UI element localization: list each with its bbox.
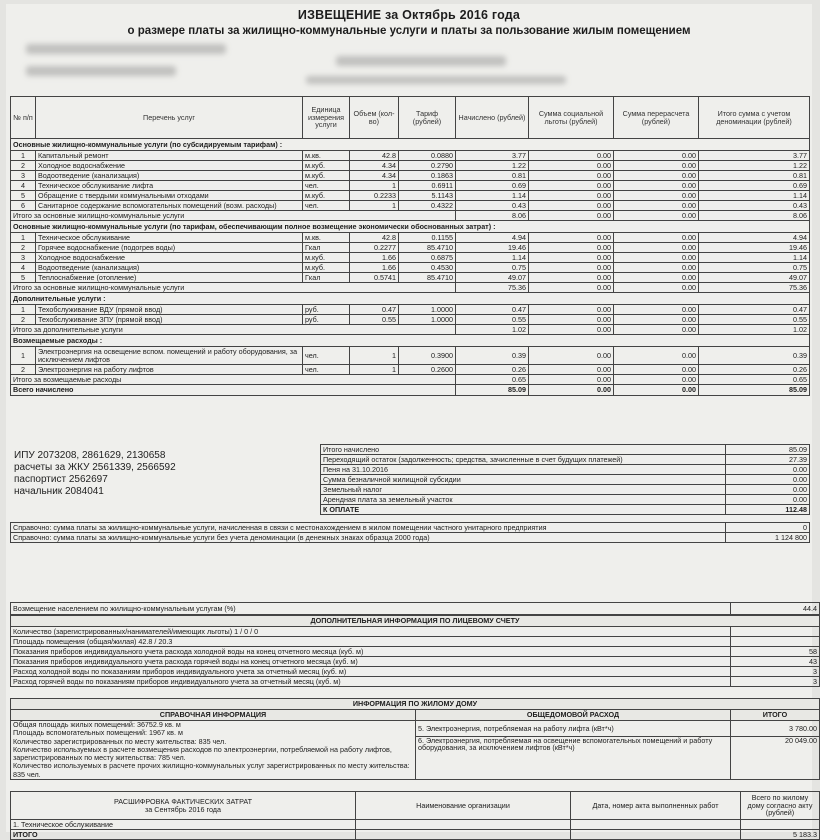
charge-row <box>11 171 810 181</box>
row-recalc: 0.00 <box>614 305 699 315</box>
row-recalc: 0.00 <box>614 347 699 365</box>
row-charged: 49.07 <box>456 273 529 283</box>
row-unit: чел. <box>303 365 350 375</box>
row-unit: руб. <box>303 305 350 315</box>
reference-notes <box>10 522 810 543</box>
row-charged: 3.77 <box>456 151 529 161</box>
redacted-address <box>26 44 226 54</box>
row-tariff: 0.4530 <box>399 263 456 273</box>
charge-row <box>11 151 810 161</box>
row-charged: 1.14 <box>456 253 529 263</box>
charge-row <box>11 181 810 191</box>
row-volume: 1.66 <box>350 263 399 273</box>
col-total: Итого сумма с учетом деноминации (рублей) <box>699 97 810 139</box>
costs-title-line: РАСШИФРОВКА ФАКТИЧЕСКИХ ЗАТРАТ <box>113 796 252 806</box>
charge-row <box>11 347 810 365</box>
row-num: 1 <box>11 347 36 365</box>
row-unit: чел. <box>303 347 350 365</box>
section-total-value: 0.00 <box>529 283 614 293</box>
row-service: Водоотведение (канализация) <box>36 171 303 181</box>
row-volume: 0.2277 <box>350 243 399 253</box>
row-tariff: 1.0000 <box>399 315 456 325</box>
col-recalc: Сумма перерасчета (рублей) <box>614 97 699 139</box>
col-service: Перечень услуг <box>36 97 303 139</box>
row-unit: м.кв. <box>303 151 350 161</box>
row-tariff: 0.0880 <box>399 151 456 161</box>
row-volume: 0.2233 <box>350 191 399 201</box>
row-tariff: 0.2600 <box>399 365 456 375</box>
house-ref-line: Количество используемых в расчете возмещения расходов по электроэнергии, потребляемой на работу лифтов, зарегистрированных по месту жительства: 785 чел. <box>13 744 392 763</box>
account-info-value: 3 <box>731 677 820 687</box>
costs-total-label: ИТОГО <box>11 830 356 840</box>
note-row <box>11 523 810 533</box>
refund-value: 44.4 <box>731 603 820 615</box>
grand-total-value: 85.09 <box>456 385 529 396</box>
costs-row-value <box>741 820 820 830</box>
house-ref-cell <box>11 721 416 780</box>
row-unit: м.куб. <box>303 191 350 201</box>
row-tariff: 0.2790 <box>399 161 456 171</box>
row-benefit: 0.00 <box>529 263 614 273</box>
row-num: 1 <box>11 233 36 243</box>
col-volume: Объем (кол-во) <box>350 97 399 139</box>
col-charged: Начислено (рублей) <box>456 97 529 139</box>
row-volume: 0.5741 <box>350 273 399 283</box>
row-service: Электроэнергия на освещение вспом. помещений и работу оборудования, за исключением лифтов <box>36 347 303 365</box>
redacted-details <box>306 76 566 84</box>
house-ref-line: Общая площадь жилых помещений: 36752.9 кв. м <box>13 720 181 729</box>
section-total-value: 1.02 <box>699 325 810 335</box>
row-total: 0.26 <box>699 365 810 375</box>
section-title: Основные жилищно-коммунальные услуги (по субсидируемым тарифам) : <box>11 139 810 151</box>
summary-row <box>321 505 810 515</box>
row-tariff: 5.1143 <box>399 191 456 201</box>
redacted-account <box>336 56 506 66</box>
house-info-table <box>10 698 820 780</box>
row-charged: 19.46 <box>456 243 529 253</box>
row-total: 0.55 <box>699 315 810 325</box>
row-tariff: 0.1863 <box>399 171 456 181</box>
grand-total-value: 85.09 <box>699 385 810 396</box>
row-recalc: 0.00 <box>614 365 699 375</box>
summary-value: 27.39 <box>726 455 810 465</box>
section-total-value: 1.02 <box>456 325 529 335</box>
row-unit: м.куб. <box>303 253 350 263</box>
charge-row <box>11 201 810 211</box>
row-service: Техническое обслуживание лифта <box>36 181 303 191</box>
summary-row <box>321 485 810 495</box>
section-total-value: 0.00 <box>614 283 699 293</box>
house-expense-row: 5. Электроэнергия, потребляемая на работу лифта (кВт*ч) <box>416 721 731 737</box>
row-num: 3 <box>11 253 36 263</box>
row-unit: м.куб. <box>303 263 350 273</box>
row-recalc: 0.00 <box>614 191 699 201</box>
row-charged: 4.94 <box>456 233 529 243</box>
costs-empty <box>571 830 741 840</box>
row-charged: 0.43 <box>456 201 529 211</box>
summary-value: 0.00 <box>726 485 810 495</box>
section-total-label: Итого за дополнительные услуги <box>11 325 456 335</box>
summary-label: Переходящий остаток (задолженность; средства, зачисленные в счет будущих платежей) <box>321 455 726 465</box>
row-benefit: 0.00 <box>529 365 614 375</box>
account-info-label: Площадь помещения (общая/жилая) 42.8 / 20.3 <box>11 637 731 647</box>
summary-row <box>321 495 810 505</box>
row-total: 1.22 <box>699 161 810 171</box>
row-benefit: 0.00 <box>529 347 614 365</box>
row-total: 19.46 <box>699 243 810 253</box>
charge-row <box>11 315 810 325</box>
row-num: 3 <box>11 171 36 181</box>
section-total-label: Итого за возмещаемые расходы <box>11 375 456 385</box>
account-info-value: 43 <box>731 657 820 667</box>
summary-table <box>320 444 810 515</box>
summary-row <box>321 455 810 465</box>
handwritten-line: начальник 2084041 <box>14 486 104 497</box>
summary-value: 0.00 <box>726 475 810 485</box>
grand-total-value: 0.00 <box>614 385 699 396</box>
summary-label: К ОПЛАТЕ <box>321 505 726 515</box>
house-expense-header: ОБЩЕДОМОВОЙ РАСХОД <box>416 710 731 721</box>
grand-total-value: 0.00 <box>529 385 614 396</box>
account-info-row <box>11 647 820 657</box>
row-total: 0.81 <box>699 171 810 181</box>
summary-label: Пеня на 31.10.2016 <box>321 465 726 475</box>
row-recalc: 0.00 <box>614 151 699 161</box>
row-volume: 4.34 <box>350 171 399 181</box>
row-unit: Гкал <box>303 243 350 253</box>
costs-empty <box>571 820 741 830</box>
section-total-row <box>11 283 810 293</box>
account-info-table <box>10 615 820 687</box>
row-num: 4 <box>11 181 36 191</box>
row-tariff: 0.6875 <box>399 253 456 263</box>
row-unit: Гкал <box>303 273 350 283</box>
row-charged: 1.14 <box>456 191 529 201</box>
row-service: Теплоснабжение (отопление) <box>36 273 303 283</box>
row-charged: 0.55 <box>456 315 529 325</box>
charge-row <box>11 243 810 253</box>
row-charged: 1.22 <box>456 161 529 171</box>
row-volume: 1 <box>350 347 399 365</box>
charge-row <box>11 233 810 243</box>
house-expense-value: 20 049.00 <box>731 736 820 779</box>
row-benefit: 0.00 <box>529 171 614 181</box>
row-tariff: 85.4710 <box>399 273 456 283</box>
charge-row <box>11 253 810 263</box>
row-service: Техобслуживание ВДУ (прямой ввод) <box>36 305 303 315</box>
summary-row <box>321 475 810 485</box>
house-ref-line: Количество зарегистрированных по месту жительства: 835 чел. <box>13 736 227 746</box>
row-total: 0.43 <box>699 201 810 211</box>
charge-row <box>11 365 810 375</box>
house-info-title: ИНФОРМАЦИЯ ПО ЖИЛОМУ ДОМУ <box>11 699 820 710</box>
costs-org-header: Наименование организации <box>356 792 571 820</box>
account-info-value <box>731 627 820 637</box>
section-total-value: 0.00 <box>529 325 614 335</box>
row-recalc: 0.00 <box>614 171 699 181</box>
section-total-value: 0.65 <box>699 375 810 385</box>
account-info-body <box>11 627 820 687</box>
row-charged: 0.69 <box>456 181 529 191</box>
row-unit: м.куб. <box>303 171 350 181</box>
summary-label: Сумма безналичной жилищной субсидии <box>321 475 726 485</box>
account-info-value: 3 <box>731 667 820 677</box>
row-charged: 0.47 <box>456 305 529 315</box>
section-total-value: 8.06 <box>699 211 810 221</box>
note-value: 0 <box>726 523 810 533</box>
row-num: 4 <box>11 263 36 273</box>
row-recalc: 0.00 <box>614 273 699 283</box>
account-info-row <box>11 677 820 687</box>
row-benefit: 0.00 <box>529 151 614 161</box>
row-recalc: 0.00 <box>614 161 699 171</box>
summary-label: Итого начислено <box>321 445 726 455</box>
row-benefit: 0.00 <box>529 191 614 201</box>
row-unit: руб. <box>303 315 350 325</box>
account-info-row <box>11 637 820 647</box>
row-tariff: 0.1155 <box>399 233 456 243</box>
summary-row <box>321 445 810 455</box>
summary-body <box>321 445 810 515</box>
section-total-value: 0.00 <box>529 375 614 385</box>
section-total-row <box>11 325 810 335</box>
row-total: 1.14 <box>699 253 810 263</box>
costs-row-label: 1. Техническое обслуживание <box>11 820 356 830</box>
account-info-title: ДОПОЛНИТЕЛЬНАЯ ИНФОРМАЦИЯ ПО ЛИЦЕВОМУ СЧЕТУ <box>11 616 820 627</box>
costs-title-line: за Сентябрь 2016 года <box>145 804 221 814</box>
row-service: Техническое обслуживание <box>36 233 303 243</box>
account-info-value <box>731 637 820 647</box>
summary-row <box>321 465 810 475</box>
section-total-label: Итого за основные жилищно-коммунальные услуги <box>11 283 456 293</box>
col-unit: Единица измерения услуги <box>303 97 350 139</box>
row-benefit: 0.00 <box>529 233 614 243</box>
grand-total-row <box>11 385 810 396</box>
handwritten-line: расчеты за ЖКУ 2561339, 2566592 <box>14 462 176 473</box>
section-total-value: 0.00 <box>614 211 699 221</box>
account-info-row <box>11 667 820 677</box>
row-service: Холодное водоснабжение <box>36 253 303 263</box>
row-volume: 1.66 <box>350 253 399 263</box>
charge-row <box>11 161 810 171</box>
row-volume: 42.8 <box>350 151 399 161</box>
row-benefit: 0.00 <box>529 305 614 315</box>
account-info-label: Количество (зарегистрированных/нанимателей/имеющих льготы) 1 / 0 / 0 <box>11 627 731 637</box>
row-tariff: 0.3900 <box>399 347 456 365</box>
row-tariff: 0.4322 <box>399 201 456 211</box>
row-total: 1.14 <box>699 191 810 201</box>
handwritten-line: паспортист 2562697 <box>14 474 108 485</box>
redacted-payer <box>26 66 176 76</box>
row-num: 5 <box>11 273 36 283</box>
row-num: 2 <box>11 315 36 325</box>
section-total-value: 0.00 <box>614 375 699 385</box>
section-total-value: 0.65 <box>456 375 529 385</box>
row-recalc: 0.00 <box>614 201 699 211</box>
row-volume: 1 <box>350 201 399 211</box>
handwritten-line: ИПУ 2073208, 2861629, 2130658 <box>14 450 166 461</box>
row-charged: 0.26 <box>456 365 529 375</box>
charges-body <box>11 139 810 396</box>
row-charged: 0.81 <box>456 171 529 181</box>
account-info-label: Расход горячей воды по показаниям приборов индивидуального учета за отчетный месяц (куб. м) <box>11 677 731 687</box>
costs-total-value: 5 183.3 <box>741 830 820 840</box>
row-service: Холодное водоснабжение <box>36 161 303 171</box>
charge-row <box>11 273 810 283</box>
summary-value: 85.09 <box>726 445 810 455</box>
row-benefit: 0.00 <box>529 161 614 171</box>
section-total-row <box>11 211 810 221</box>
row-volume: 1 <box>350 181 399 191</box>
refund-table <box>10 602 820 615</box>
house-ref-header: СПРАВОЧНАЯ ИНФОРМАЦИЯ <box>11 710 416 721</box>
charge-row <box>11 305 810 315</box>
row-benefit: 0.00 <box>529 181 614 191</box>
row-service: Капитальный ремонт <box>36 151 303 161</box>
row-num: 2 <box>11 161 36 171</box>
row-tariff: 0.6911 <box>399 181 456 191</box>
summary-label: Земельный налог <box>321 485 726 495</box>
row-benefit: 0.00 <box>529 315 614 325</box>
section-title: Дополнительные услуги : <box>11 293 810 305</box>
charges-table <box>10 96 810 396</box>
house-expense-value: 3 780.00 <box>731 721 820 737</box>
row-recalc: 0.00 <box>614 263 699 273</box>
section-title: Основные жилищно-коммунальные услуги (по тарифам, обеспечивающим полное возмещение экономически обоснованных затрат) : <box>11 221 810 233</box>
account-info-label: Показания приборов индивидуального учета расхода холодной воды на конец отчетного месяца (куб. м) <box>11 647 731 657</box>
row-num: 6 <box>11 201 36 211</box>
house-total-header: ИТОГО <box>731 710 820 721</box>
row-unit: чел. <box>303 181 350 191</box>
account-info-label: Расход холодной воды по показаниям приборов индивидуального учета за отчетный месяц (куб. м) <box>11 667 731 677</box>
notice-subtitle: о размере платы за жилищно-коммунальные услуги и платы за пользование жилым помещением <box>127 25 691 37</box>
row-benefit: 0.00 <box>529 273 614 283</box>
section-title-row <box>11 221 810 233</box>
row-num: 2 <box>11 243 36 253</box>
house-ref-line: Количество используемых в расчете прочих жилищно-коммунальных услуг зарегистрированных по месту жительства: 835 чел. <box>13 761 410 779</box>
row-total: 0.69 <box>699 181 810 191</box>
costs-empty <box>356 820 571 830</box>
row-num: 1 <box>11 305 36 315</box>
summary-value: 112.48 <box>726 505 810 515</box>
grand-total-label: Всего начислено <box>11 385 456 396</box>
row-recalc: 0.00 <box>614 233 699 243</box>
charge-row <box>11 263 810 273</box>
costs-act-header: Дата, номер акта выполненных работ <box>571 792 741 820</box>
note-label: Справочно: сумма платы за жилищно-коммунальные услуги, начисленная в связи с местонахождением в жилом помещении частного унитарного предприятия <box>11 523 726 533</box>
row-total: 49.07 <box>699 273 810 283</box>
handwritten-notes <box>14 450 176 498</box>
row-volume: 4.34 <box>350 161 399 171</box>
row-charged: 0.75 <box>456 263 529 273</box>
costs-table <box>10 791 820 840</box>
notes-body <box>11 523 810 543</box>
note-label: Справочно: сумма платы за жилищно-коммунальные услуги без учета деноминации (в денежных знаках образца 2000 года) <box>11 533 726 543</box>
notice-title: ИЗВЕЩЕНИЕ за Октябрь 2016 года <box>297 8 521 22</box>
row-num: 5 <box>11 191 36 201</box>
row-service: Обращение с твердыми коммунальными отходами <box>36 191 303 201</box>
section-title-row <box>11 293 810 305</box>
row-service: Горячее водоснабжение (подогрев воды) <box>36 243 303 253</box>
section-total-row <box>11 375 810 385</box>
section-title: Возмещаемые расходы : <box>11 335 810 347</box>
row-unit: чел. <box>303 201 350 211</box>
col-benefit: Сумма социальной льготы (рублей) <box>529 97 614 139</box>
row-volume: 0.47 <box>350 305 399 315</box>
house-ref-line: Площадь вспомогательных помещений: 1967 кв. м <box>13 728 183 738</box>
section-title-row <box>11 139 810 151</box>
row-recalc: 0.00 <box>614 181 699 191</box>
summary-label: Арендная плата за земельный участок <box>321 495 726 505</box>
row-tariff: 85.4710 <box>399 243 456 253</box>
row-recalc: 0.00 <box>614 243 699 253</box>
row-volume: 42.8 <box>350 233 399 243</box>
row-service: Электроэнергия на работу лифтов <box>36 365 303 375</box>
row-service: Техобслуживание ЗПУ (прямой ввод) <box>36 315 303 325</box>
section-title-row <box>11 335 810 347</box>
row-service: Санитарное содержание вспомогательных помещений (возм. расходы) <box>36 201 303 211</box>
account-info-label: Показания приборов индивидуального учета расхода горячей воды на конец отчетного месяца (куб. м) <box>11 657 731 667</box>
costs-total-header: Всего по жилому дому согласно акту (рублей) <box>741 792 820 820</box>
row-total: 0.75 <box>699 263 810 273</box>
row-volume: 1 <box>350 365 399 375</box>
section-total-value: 75.36 <box>456 283 529 293</box>
summary-value: 0.00 <box>726 465 810 475</box>
row-benefit: 0.00 <box>529 201 614 211</box>
row-tariff: 1.0000 <box>399 305 456 315</box>
section-total-value: 0.00 <box>614 325 699 335</box>
row-total: 0.47 <box>699 305 810 315</box>
section-total-value: 8.06 <box>456 211 529 221</box>
account-info-row <box>11 627 820 637</box>
title-block <box>6 8 812 37</box>
charge-row <box>11 191 810 201</box>
row-total: 4.94 <box>699 233 810 243</box>
account-info-value: 58 <box>731 647 820 657</box>
row-benefit: 0.00 <box>529 253 614 263</box>
charges-header <box>11 97 810 139</box>
row-service: Водоотведение (канализация) <box>36 263 303 273</box>
col-num: № п/п <box>11 97 36 139</box>
row-unit: м.кв. <box>303 233 350 243</box>
notice-sheet <box>6 4 817 839</box>
costs-empty <box>356 830 571 840</box>
account-info-row <box>11 657 820 667</box>
note-row <box>11 533 810 543</box>
row-recalc: 0.00 <box>614 253 699 263</box>
row-unit: м.куб. <box>303 161 350 171</box>
row-volume: 0.55 <box>350 315 399 325</box>
row-num: 2 <box>11 365 36 375</box>
row-total: 0.39 <box>699 347 810 365</box>
row-total: 3.77 <box>699 151 810 161</box>
refund-label: Возмещение населением по жилищно-коммунальным услугам (%) <box>11 603 731 615</box>
house-expense-row: 6. Электроэнергия, потребляемая на освещение вспомогательных помещений и работу оборудования, за исключением лифтов (кВт*ч) <box>416 736 731 779</box>
section-total-value: 75.36 <box>699 283 810 293</box>
section-total-value: 0.00 <box>529 211 614 221</box>
row-num: 1 <box>11 151 36 161</box>
col-tariff: Тариф (рублей) <box>399 97 456 139</box>
summary-value: 0.00 <box>726 495 810 505</box>
costs-title <box>11 792 356 820</box>
row-recalc: 0.00 <box>614 315 699 325</box>
note-value: 1 124 800 <box>726 533 810 543</box>
row-benefit: 0.00 <box>529 243 614 253</box>
section-total-label: Итого за основные жилищно-коммунальные услуги <box>11 211 456 221</box>
row-charged: 0.39 <box>456 347 529 365</box>
